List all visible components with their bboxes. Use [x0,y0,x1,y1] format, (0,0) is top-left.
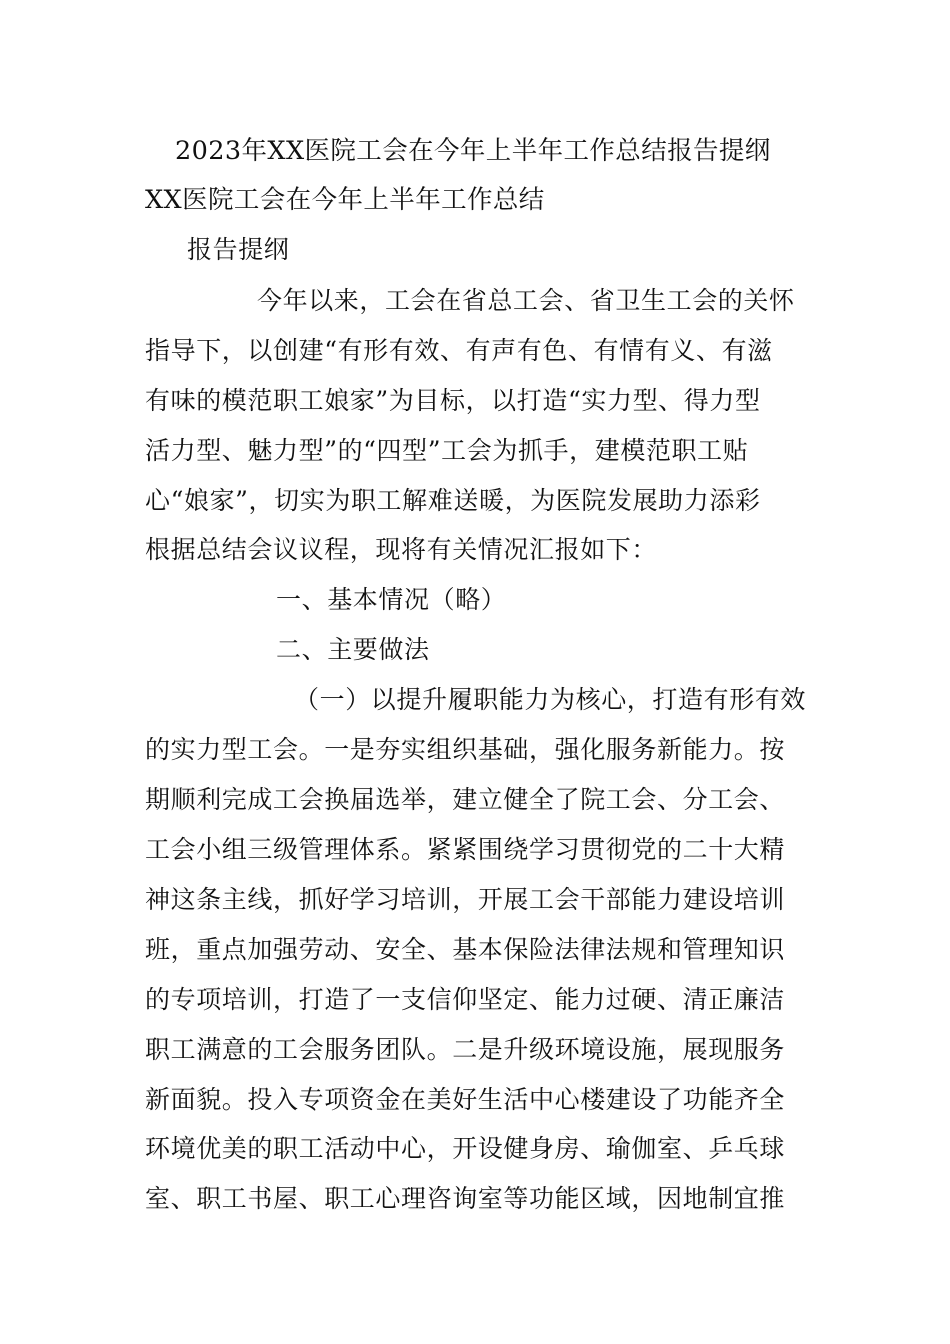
intro-line-6: 根据总结会议议程，现将有关情况汇报如下： [145,535,658,564]
body-line-7: 的专项培训，打造了一支信仰坚定、能力过硬、清正廉洁 [145,985,786,1014]
document-title-line-1: 2023年XX医院工会在今年上半年工作总结报告提纲 [175,136,771,166]
body-line-6: 班，重点加强劳动、安全、基本保险法律法规和管理知识 [145,935,786,964]
body-line-5: 神这条主线，抓好学习培训，开展工会干部能力建设培训 [145,885,786,914]
section-heading-2: 二、主要做法 [276,635,430,664]
intro-line-5: 心“娘家”，切实为职工解难送暖，为医院发展助力添彩 [145,486,761,515]
body-line-2: 的实力型工会。一是夯实组织基础，强化服务新能力。按 [145,735,786,764]
body-line-10: 环境优美的职工活动中心，开设健身房、瑜伽室、乒乓球 [145,1134,786,1163]
body-line-11: 室、职工书屋、职工心理咨询室等功能区域，因地制宜推 [145,1184,786,1213]
intro-line-2: 指导下，以创建“有形有效、有声有色、有情有义、有滋 [145,336,773,365]
body-line-1: （一）以提升履职能力为核心，打造有形有效 [294,685,807,714]
body-line-9: 新面貌。投入专项资金在美好生活中心楼建设了功能齐全 [145,1085,786,1114]
body-line-8: 职工满意的工会服务团队。二是升级环境设施，展现服务 [145,1035,786,1064]
document-title-line-2: XX医院工会在今年上半年工作总结 [145,185,545,215]
document-title-line-3: 报告提纲 [187,235,290,264]
intro-line-1: 今年以来，工会在省总工会、省卫生工会的关怀 [257,286,795,315]
intro-line-3: 有味的模范职工娘家”为目标，以打造“实力型、得力型 [145,386,761,415]
section-heading-1: 一、基本情况（略） [276,585,507,614]
intro-line-4: 活力型、魅力型”的“四型”工会为抓手，建模范职工贴 [145,436,749,465]
body-line-3: 期顺利完成工会换届选举，建立健全了院工会、分工会、 [145,785,786,814]
body-line-4: 工会小组三级管理体系。紧紧围绕学习贯彻党的二十大精 [145,835,786,864]
